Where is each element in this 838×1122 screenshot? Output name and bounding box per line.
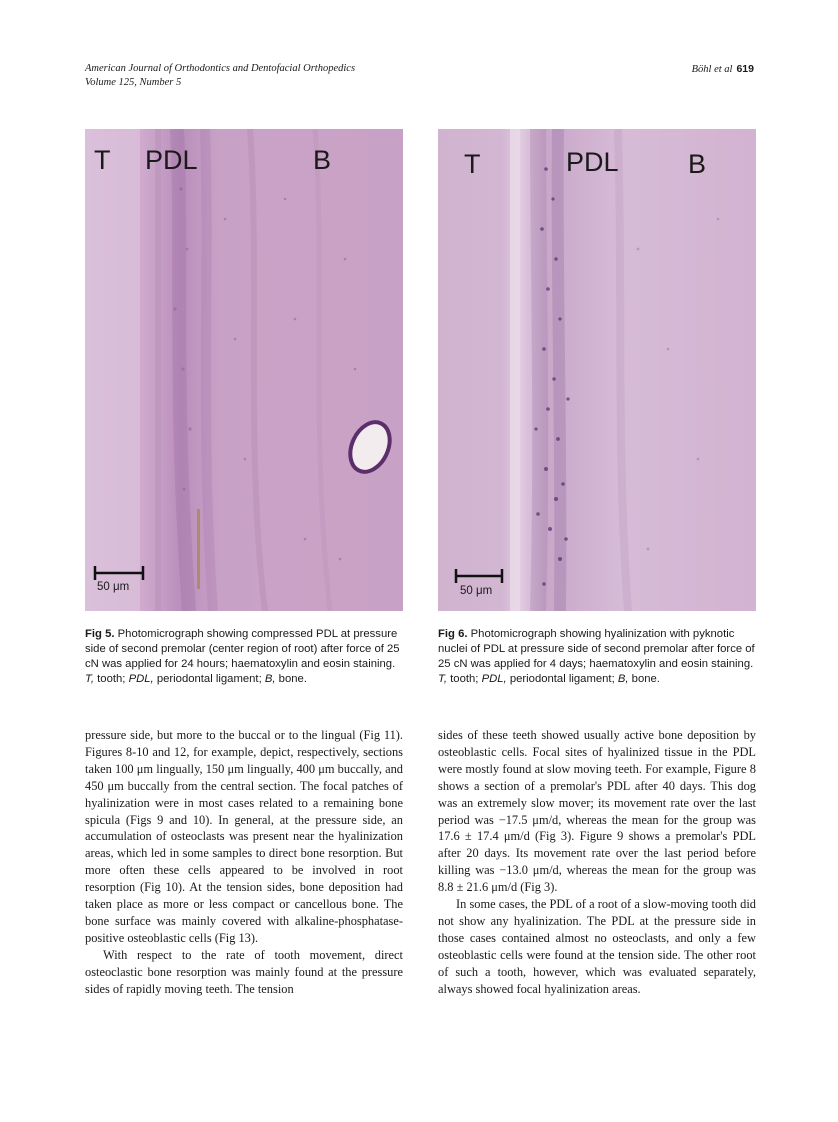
label-bone: B [313, 145, 332, 175]
figure-5-caption [85, 627, 403, 687]
figure-6-photomicrograph [438, 129, 756, 611]
journal-title: American Journal of Orthodontics and Dentofacial Orthopedics [85, 63, 356, 74]
body-column-right [438, 727, 756, 998]
fig6-image [438, 129, 756, 611]
paragraph: sides of these teeth showed usually active bone deposition by osteoblastic cells. Focal sites of hyalinized tissue in the PDL were mostly found at slow moving teeth. For example, Figure 8 shows a section of a premolar's PDL after 40 days. This dog was an extremely slow mover; its movement rate over the last period was −17.5 μm/d, whereas the mean for the group was 17.6 ± 17.4 μm/d (Fig 3). Figure 9 shows a premolar's PDL after 20 days. Its movement rate over the last period before killing was −13.0 μm/d, whereas the mean for the group was 8.8 ± 21.6 μm/d (Fig 3). [438, 728, 756, 895]
author-name: Böhl et al [691, 64, 733, 75]
paragraph: With respect to the rate of tooth movement, direct osteoclastic bone resorption was mainly found at the pressure sides of rapidly moving teeth. The tension [85, 947, 403, 996]
caption-abbrev-pdl: PDL, [128, 673, 154, 685]
caption-number: Fig 5. [85, 628, 115, 640]
body-column-left [85, 727, 403, 998]
caption-text: tooth; [447, 673, 482, 685]
running-head [85, 62, 754, 90]
paragraph: In some cases, the PDL of a root of a slow-moving tooth did not show any hyalinization. The PDL at the pressure side in those cases contained almost no osteoclasts, and only a few osteoblastic cells were found at the tension side. The other root of such a tooth, however, which was evaluated separately, always showed focal hyalinization areas. [438, 897, 756, 996]
scale-bar-label: 50 μm [97, 581, 130, 593]
journal-volume: Volume 125, Number 5 [85, 77, 182, 88]
figure-5-photomicrograph [85, 129, 403, 611]
paragraph: pressure side, but more to the buccal or to the lingual (Fig 11). Figures 8-10 and 12, for example, depict, respectively, sections taken 100 μm lingually, 150 μm lingually, 400 μm buccally, and 450 μm buccally from the central section. The focal patches of hyalinization were in most cases related to a remaining bone spicula (Figs 9 and 10). In general, at the pressure side, an accumulation of osteoclasts was present near the hyalinization areas, which led in some samples to direct bone resorption. But more often these cells appeared to be involved in root resorption (Fig 10). At the tension sides, bone deposition had taken place as more or less compact or cancellous bone. The bone surface was mainly covered with alkaline-phosphatase-positive osteoblastic cells (Fig 13). [85, 728, 403, 945]
label-pdl: PDL [145, 145, 198, 175]
fig5-image [85, 129, 403, 611]
label-bone: B [688, 149, 707, 179]
caption-abbrev-t: T, [438, 673, 448, 685]
caption-text: periodontal ligament; [153, 673, 265, 685]
caption-abbrev-t: T, [85, 673, 95, 685]
page-number: 619 [736, 63, 754, 75]
caption-text: Photomicrograph showing hyalinization with pyknotic nuclei of PDL at pressure side of second premolar after force of 25 cN was applied for 4 days; haematoxylin and eosin staining. [438, 628, 755, 670]
caption-abbrev-b: B, [264, 673, 276, 685]
caption-text: periodontal ligament; [506, 673, 618, 685]
caption-abbrev-b: B, [617, 673, 629, 685]
figure-6-caption [438, 627, 756, 687]
author-page [692, 62, 754, 77]
caption-abbrev-pdl: PDL, [481, 673, 507, 685]
label-pdl: PDL [566, 147, 619, 177]
caption-text: bone. [275, 673, 307, 685]
caption-text: Photomicrograph showing compressed PDL at pressure side of second premolar (center region of root) after force of 25 cN was applied for 24 hours; haematoxylin and eosin staining. [85, 628, 400, 670]
label-tooth: T [94, 145, 111, 175]
caption-text: tooth; [94, 673, 129, 685]
caption-text: bone. [628, 673, 660, 685]
caption-number: Fig 6. [438, 628, 468, 640]
scale-bar-label: 50 μm [460, 585, 493, 597]
label-tooth: T [464, 149, 481, 179]
